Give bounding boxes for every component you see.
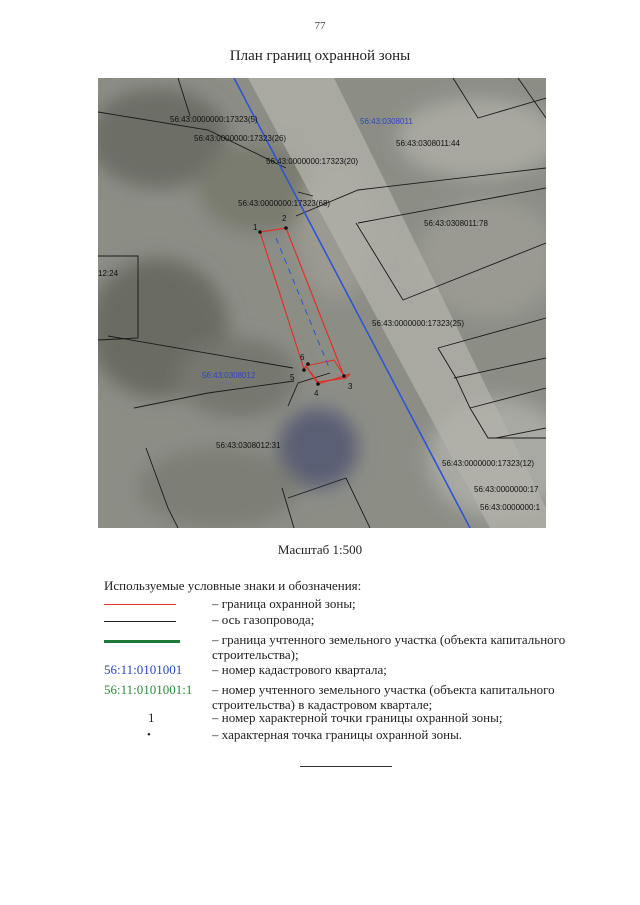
legend-symbol-axis-line [104, 621, 176, 622]
parcel-label: 56:43:0000000:17323(5) [170, 115, 258, 124]
parcel-label: 56:43:0000000:17323(20) [266, 157, 359, 166]
map-frame[interactable] [98, 78, 546, 528]
point-label-5: 5 [290, 373, 295, 382]
legend-symbol-green-line [104, 640, 180, 643]
point-label-2: 2 [282, 214, 287, 223]
quarter-label: 56:43:0308012 [202, 371, 256, 380]
legend-item-point [104, 727, 584, 743]
legend-heading: Используемые условные знаки и обозначения: [104, 578, 362, 593]
legend-text: – граница охранной зоны; [212, 596, 356, 611]
legend-item-gas-axis [104, 612, 584, 628]
legend-symbol-red-line [104, 604, 176, 605]
legend-code-point-number: 1 [148, 710, 155, 725]
legend-item-quarter-number [104, 662, 584, 678]
legend-code-parcel: 56:11:0101001:1 [104, 682, 193, 697]
point-label-4: 4 [314, 389, 319, 398]
page-title: План границ охранной зоны [229, 48, 411, 64]
legend-text: – ось газопровода; [212, 612, 315, 627]
legend-symbol-point: • [147, 729, 151, 741]
parcel-label: 56:43:0000000:1 [480, 503, 541, 512]
parcel-label: 12:24 [98, 269, 119, 278]
cadastral-map[interactable] [98, 78, 546, 528]
legend-text: – номер учтенного земельного участка (объекта капитального строительства) в кадастровом квартале; [212, 682, 555, 712]
parcel-label: 56:43:0308012:31 [216, 441, 281, 450]
footer-divider [300, 766, 392, 767]
quarter-label: 56:43:0308011 [360, 117, 413, 126]
parcel-label: 56:43:0000000:17323(25) [372, 319, 465, 328]
parcel-label: 56:43:0000000:17323(68) [238, 199, 331, 208]
page-number: 77 [314, 20, 326, 32]
legend-code-quarter: 56:11:0101001 [104, 662, 183, 677]
legend-item-parcel-border [104, 632, 584, 664]
parcel-label: 56:43:0308011:78 [424, 219, 488, 228]
parcel-label: 56:43:0308011:44 [396, 139, 460, 148]
legend-text: – номер кадастрового квартала; [212, 662, 387, 677]
parcel-label: 56:43:0000000:17323(26) [194, 134, 287, 143]
parcel-label: 56:43:0000000:17323(12) [442, 459, 535, 468]
legend-item-zone-border [104, 596, 584, 612]
point-label-1: 1 [253, 223, 258, 232]
legend-text: – характерная точка границы охранной зоны. [212, 727, 463, 742]
point-label-3: 3 [348, 382, 353, 391]
legend-text: – граница учтенного земельного участка (объекта капитального строительства); [212, 632, 566, 662]
point-label-6: 6 [300, 353, 305, 362]
legend-text: – номер характерной точки границы охранной зоны; [212, 710, 503, 725]
legend-item-point-number [104, 710, 584, 726]
map-scale: Масштаб 1:500 [277, 542, 363, 557]
parcel-label: 56:43:0000000:17 [474, 485, 539, 494]
